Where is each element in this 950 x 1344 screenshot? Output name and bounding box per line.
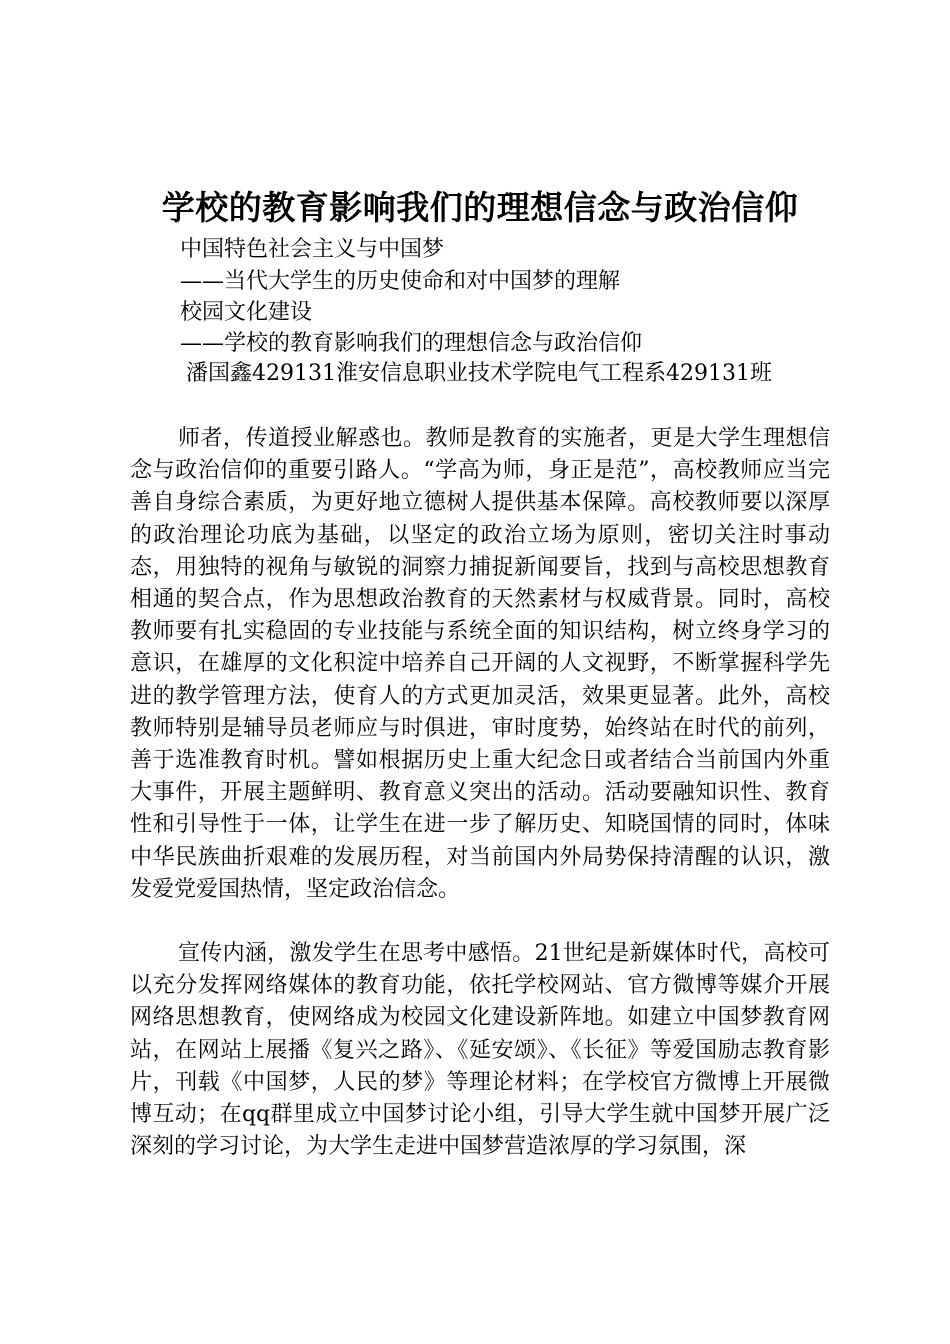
document-title: 学校的教育影响我们的理想信念与政治信仰 [161,188,799,227]
subtitle-line-3: 校园文化建设 [180,300,313,325]
author-line: 潘国鑫429131淮安信息职业技术学院电气工程系429131班 [186,361,772,386]
subtitle-line-4: ——学校的教育影响我们的理想信念与政治信仰 [180,331,643,356]
subtitle-line-2: ——当代大学生的历史使命和对中国梦的理解 [180,269,621,294]
paragraph-2: 宣传内涵，激发学生在思考中感悟。21世纪是新媒体时代，高校可以充分发挥网络媒体的教育功能，依托学校网站、官方微博等媒介开展网络思想教育，使网络成为校园文化建设新阵地。如建立中国梦教育网站，在网站上展播《复兴之路》、《延安颂》、《长征》等爱国励志教育影片，刊载《中国梦，人民的梦》等理论材料；在学校官方微博上开展微博互动；在qq群里成立中国梦讨论小组，引导大学生就中国梦开展广泛深刻的学习讨论，为大学生走进中国梦营造浓厚的学习氛围，深 [130,941,830,1160]
paragraph-1: 师者，传道授业解惑也。教师是教育的实施者，更是大学生理想信念与政治信仰的重要引路人。“学高为师，身正是范”，高校教师应当完善自身综合素质，为更好地立德树人提供基本保障。高校教师要以深厚的政治理论功底为基础，以坚定的政治立场为原则，密切关注时事动态，用独特的视角与敏锐的洞察力捕捉新闻要旨，找到与高校思想教育相通的契合点，作为思想政治教育的天然素材与权威背景。同时，高校教师要有扎实稳固的专业技能与系统全面的知识结构，树立终身学习的意识，在雄厚的文化积淀中培养自己开阔的人文视野，不断掌握科学先进的教学管理方法，使育人的方式更加灵活，效果更显著。此外，高校教师特别是辅导员老师应与时俱进，审时度势，始终站在时代的前列，善于选准教育时机。譬如根据历史上重大纪念日或者结合当前国内外重大事件，开展主题鲜明、教育意义突出的活动。活动要融知识性、教育性和引导性于一体，让学生在进一步了解历史、知晓国情的同时，体味中华民族曲折艰难的发展历程，对当前国内外局势保持清醒的认识，激发爱党爱国热情，坚定政治信念。 [130,426,830,902]
subtitle-line-1: 中国特色社会主义与中国梦 [180,237,445,262]
